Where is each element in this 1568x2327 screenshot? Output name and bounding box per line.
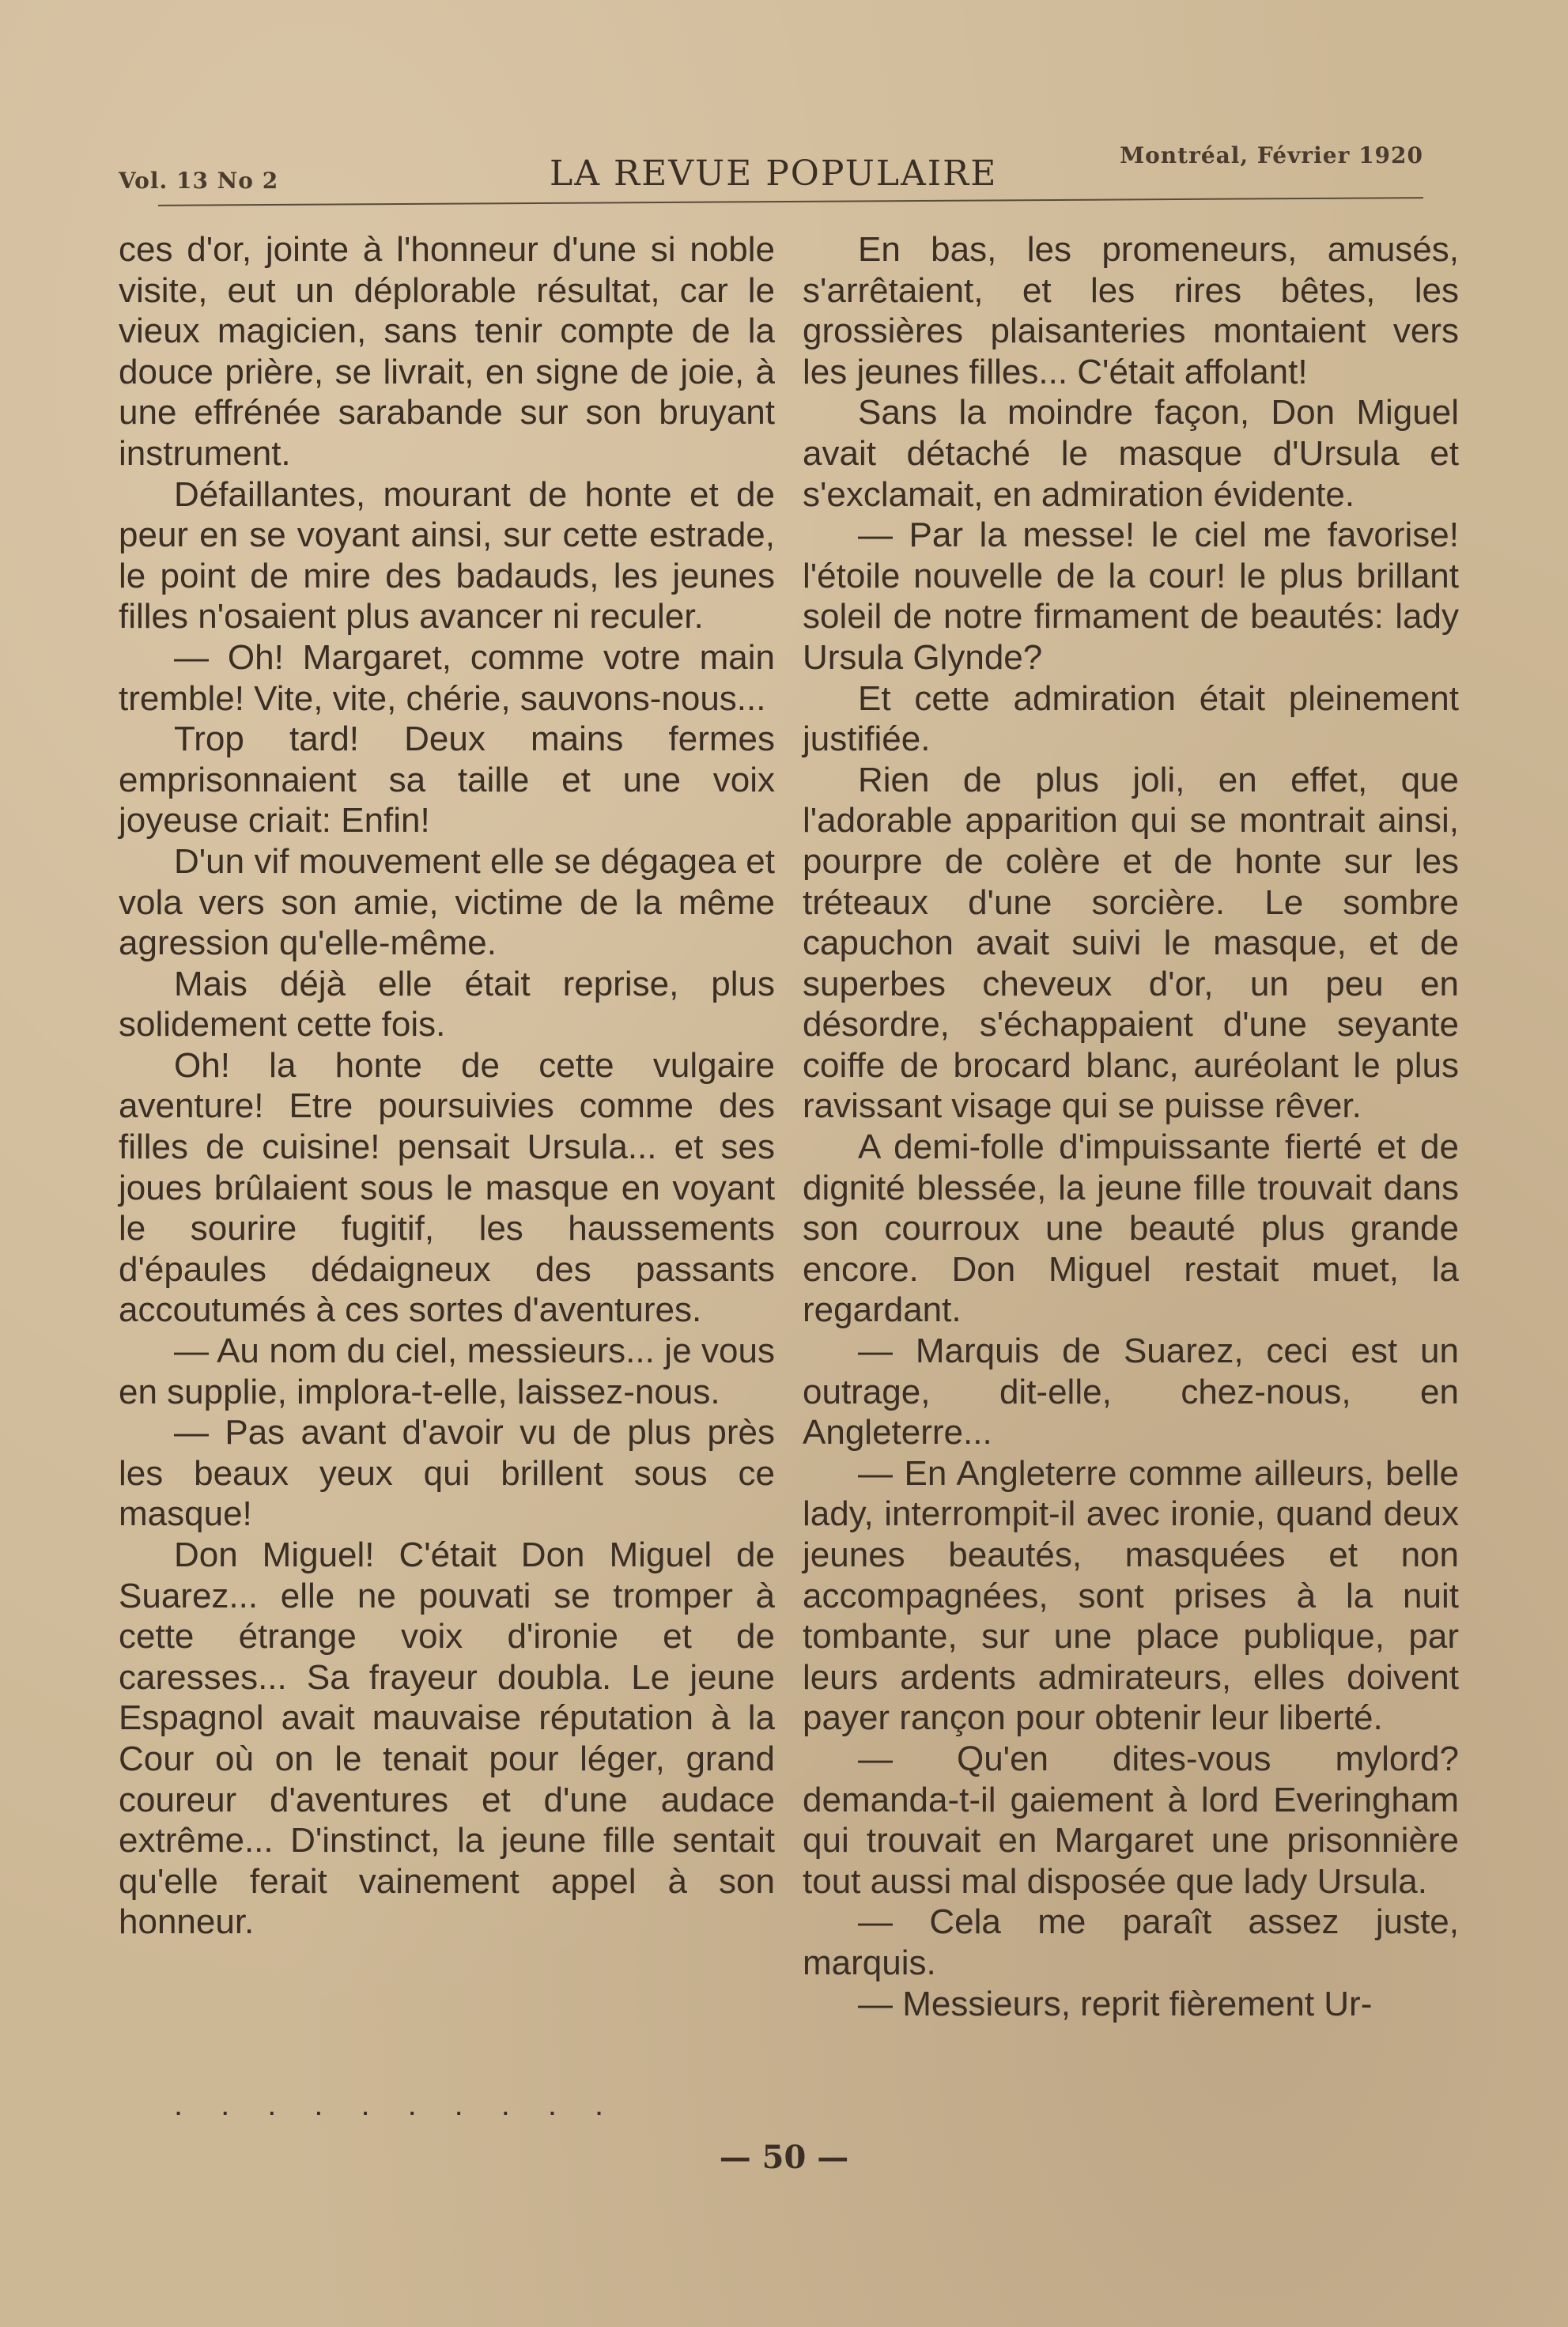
volume-number: Vol. 13 No 2: [119, 168, 279, 194]
paragraph: Trop tard! Deux mains fermes emprisonnaient sa taille et une voix joyeuse criait: Enfin!: [119, 720, 775, 841]
paragraph: — En Angleterre comme ailleurs, belle lady, interrompit-il avec ironie, quand deux jeunes beautés, masquées et non accompagnées, sont prises à la nuit tombante, sur une place publique, par leurs ardents admirateurs, elles doivent payer rançon pour obtenir leur liberté.: [803, 1453, 1459, 1738]
page-number: — 50 —: [719, 2139, 849, 2176]
page-header: [119, 142, 1423, 206]
paragraph: — Qu'en dites-vous mylord? demanda-t-il gaiement à lord Everingham qui trouvait en Margaret une prisonnière tout aussi mal disposée que lady Ursula.: [803, 1739, 1459, 1901]
paragraph: — Au nom du ciel, messieurs... je vous en supplie, implora-t-elle, laissez-nous.: [119, 1332, 775, 1411]
paragraph: Sans la moindre façon, Don Miguel avait détaché le masque d'Ursula et s'exclamait, en admiration évidente.: [803, 393, 1459, 514]
left-column: [119, 229, 775, 1943]
paragraph: A demi-folle d'impuissante fierté et de dignité blessée, la jeune fille trouvait dans son courroux une beauté plus grande encore. Don Miguel restait muet, la regardant.: [803, 1128, 1459, 1330]
issue-date: Montréal, Février 1920: [1120, 142, 1423, 168]
paragraph: — Oh! Margaret, comme votre main tremble! Vite, vite, chérie, sauvons-nous...: [119, 637, 775, 718]
paragraph: Défaillantes, mourant de honte et de peur en se voyant ainsi, sur cette estrade, le point de mire des badauds, les jeunes filles n'osaient plus avancer ni reculer.: [119, 474, 775, 637]
paragraph: Rien de plus joli, en effet, que l'adorable apparition qui se montrait ainsi, pourpre de colère et de honte sur les tréteaux d'une sorcière. Le sombre capuchon avait suivi le masque, et de superbes cheveux d'or, un peu en désordre, s'échappaient d'une seyante coiffe de brocard blanc, auréolant le plus ravissant visage qui se puisse rêver.: [803, 760, 1459, 1126]
paragraph: — Par la messe! le ciel me favorise! l'étoile nouvelle de la cour! le plus brillant soleil de notre firmament de beautés: lady Ursula Glynde?: [803, 516, 1459, 677]
paragraph: Mais déjà elle était reprise, plus solidement cette fois.: [119, 964, 775, 1045]
section-separator: ..........: [174, 2087, 642, 2122]
paragraph: Don Miguel! C'était Don Miguel de Suarez... elle ne pouvati se tromper à cette étrange voix d'ironie et de caresses... Sa frayeur doubla. Le jeune Espagnol avait mauvaise réputation à la Cour où on le tenait pour léger, grand coureur d'aventures et d'une audace extrême... D'instinct, la jeune fille sentait qu'elle ferait vainement appel à son honneur.: [119, 1536, 775, 1942]
paragraph: — Messieurs, reprit fièrement Ur-: [858, 1984, 1373, 2023]
header-rule: [158, 197, 1423, 206]
paragraph: En bas, les promeneurs, amusés, s'arrêtaient, et les rires bêtes, les grossières plaisanteries montaient vers les jeunes filles... C'était affolant!: [803, 230, 1459, 391]
paragraph: — Marquis de Suarez, ceci est un outrage, dit-elle, chez-nous, en Angleterre...: [803, 1332, 1459, 1452]
paragraph: ces d'or, jointe à l'honneur d'une si noble visite, eut un déplorable résultat, car le vieux magicien, sans tenir compte de la douce prière, se livrait, en signe de joie, à une effrénée sarabande sur son bruyant instrument.: [119, 230, 775, 473]
paragraph: — Cela me paraît assez juste, marquis.: [803, 1902, 1459, 1982]
right-column: [803, 229, 1459, 2024]
paragraph: D'un vif mouvement elle se dégagea et vola vers son amie, victime de la même agression qu'elle-même.: [119, 841, 775, 963]
publication-title: LA REVUE POPULAIRE: [550, 153, 998, 194]
paragraph: Et cette admiration était pleinement justifiée.: [803, 678, 1459, 759]
paragraph: — Pas avant d'avoir vu de plus près les beaux yeux qui brillent sous ce masque!: [119, 1413, 775, 1534]
paragraph: Oh! la honte de cette vulgaire aventure! Etre poursuivies comme des filles de cuisine! pensait Ursula... et ses joues brûlaient sous le masque en voyant le sourire fugitif, les haussements d'épaules dédaigneux des passants accoutumés à ces sortes d'aventures.: [119, 1045, 775, 1330]
